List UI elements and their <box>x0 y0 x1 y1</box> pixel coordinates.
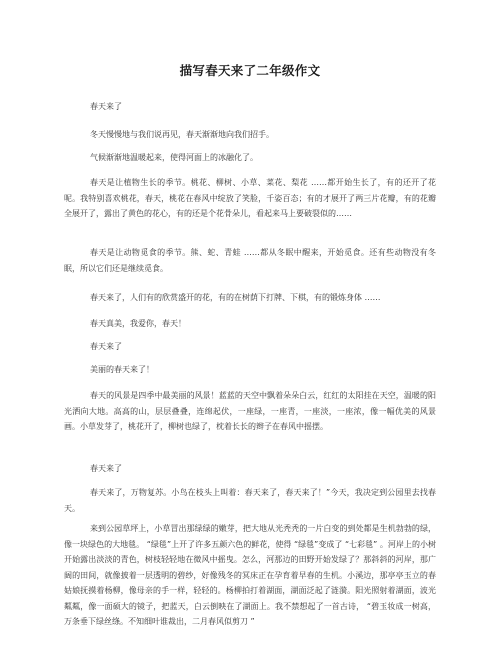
paragraph: 春天是让植物生长的季节。桃花、柳树、小草、菜花、梨花 ……都开始生长了，有的还开了花呢。我特别喜欢桃花，春天，桃花在春风中绽放了笑脸，千姿百态；有的才展开了两三片花瓣，有的花瓣全展开了，露出了黄色的花心，有的还是个花骨朵儿，看起来马上要破裂似的…… <box>64 178 436 218</box>
paragraph: 春天来了，人们有的欣赏盛开的花，有的在树荫下打牌、下棋，有的锻炼身体 …… <box>90 293 381 302</box>
paragraph-heading-2: 春天来了 <box>90 342 122 351</box>
paragraph: 来到公园草坪上，小草冒出那绿绿的嫩芽，把大地从光秃秃的一片白变的到处都是生机勃勃的绿，像一块绿色的大地毯。 “绿毯”上开了许多五颜六色的鲜花，使得 “绿毯”变成了 “七彩毯” 。河岸上的小树开始露出淡淡的青色，树枝轻轻地在微风中摇曳。怎么，河那边的田野开始发绿了？那斜斜的河岸，那广阔的田间，就像披着一层透明的碧纱，好像残冬的冥床正在孕育着早春的生机。小溪边，那亭亭玉立的春姑娘抚摸着杨柳，像母亲的手一样，轻轻的。杨柳拍打着湖面，湖面泛起了涟漪。阳光照射着湖面，波光粼粼，像一面硕大的镜子，把蓝天，白云倒映在了湖面上。我不禁想起了一首古诗， “碧玉妆成一树高，万条垂下绿丝绦。不知细叶谁裁出，二月春风似剪刀 ” <box>64 524 436 626</box>
document-title: 描写春天来了二年级作文 <box>179 63 321 78</box>
paragraph: 春天真美，我爱你，春天！ <box>90 319 186 328</box>
paragraph: 春天来了，万物复苏。小鸟在枝头上叫着：春天来了，春天来了！”今天，我决定到公园里去找春天。 <box>64 488 436 513</box>
paragraph: 美丽的春天来了！ <box>90 365 154 374</box>
paragraph: 春天的风景是四季中最美丽的风景！蓝蓝的天空中飘着朵朵白云，红红的太阳挂在天空，温暖的阳光洒向大地。高高的山，层层叠叠，连绵起伏，一座绿，一座青，一座淡，一座浓，像一幅优美的风景画。小草发芽了，桃花开了，柳树也绿了，枕着长长的辫子在春风中摇摆。 <box>64 391 436 431</box>
paragraph: 春天是让动物觅食的季节。熊、蛇、青蛙 ……都从冬眠中醒来，开始觅食。还有些动物没有冬眠，所以它们还是继续觅食。 <box>64 248 436 273</box>
paragraph: 气候渐渐地温暖起来，使得河面上的冰融化了。 <box>90 153 258 162</box>
paragraph-heading-1: 春天来了 <box>90 102 122 111</box>
paragraph-heading-3: 春天来了 <box>90 464 122 473</box>
paragraph: 冬天慢慢地与我们说再见，春天渐渐地向我们招手。 <box>90 130 274 139</box>
